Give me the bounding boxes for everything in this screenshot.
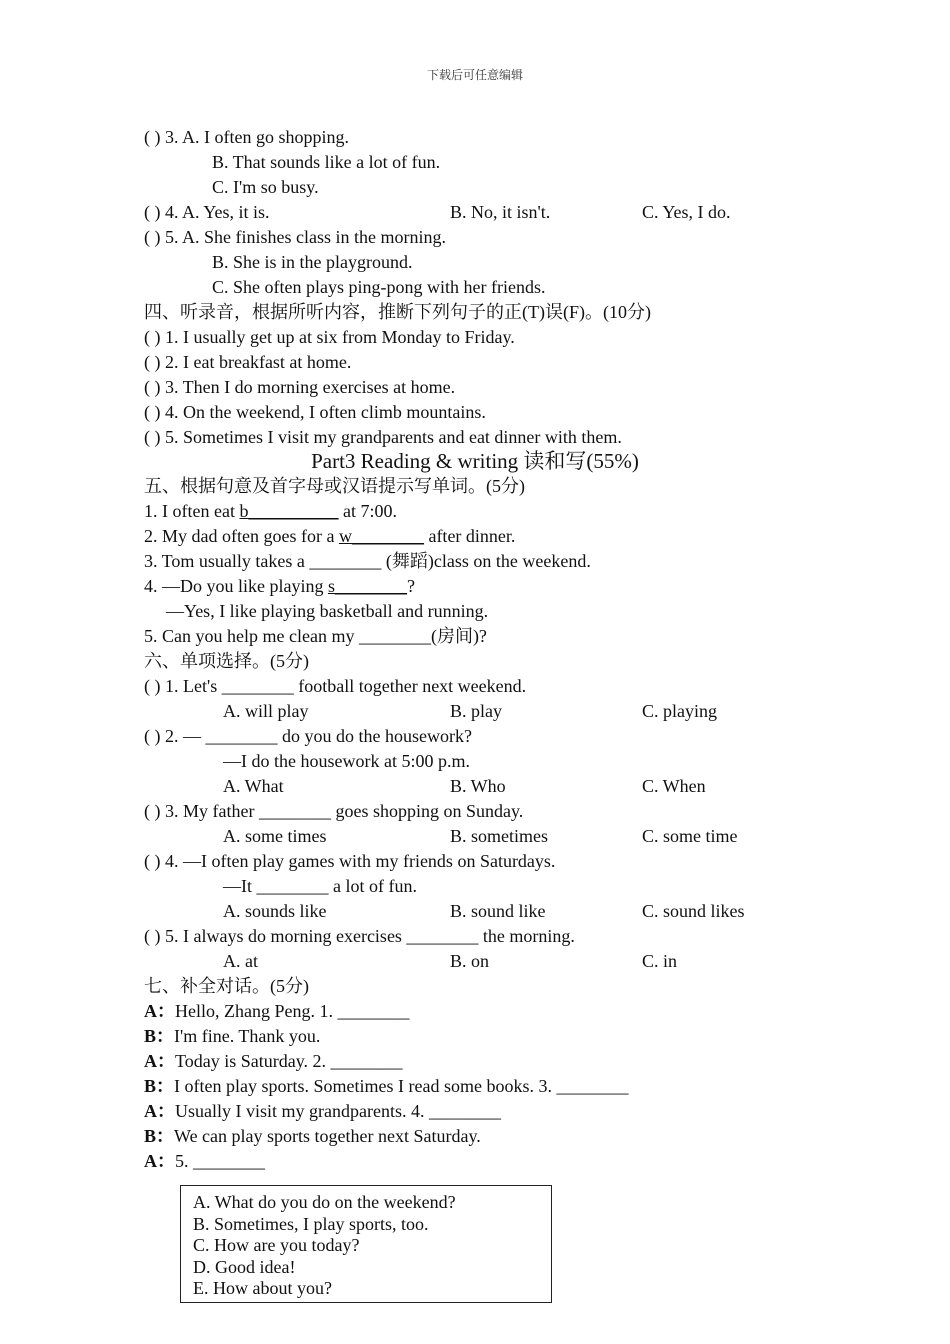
answer-paren[interactable]: ( ) [144, 676, 161, 696]
option-item: A. What do you do on the weekend? [193, 1192, 456, 1212]
option-item: B. Sometimes, I play sports, too. [193, 1213, 429, 1234]
option-c[interactable]: C. playing [642, 701, 717, 721]
q-text: 4. —I often play games with my friends on Saturdays. [165, 851, 556, 871]
item-text: 3. Then I do morning exercises at home. [165, 377, 456, 397]
blank-field[interactable]: w________ [338, 526, 424, 546]
item-text: 4. On the weekend, I often climb mountains. [165, 402, 486, 422]
option-a[interactable]: A. What [223, 776, 284, 796]
speaker-label: A： [144, 1001, 175, 1021]
dialogue-line [144, 1050, 403, 1072]
section6-heading: 六、单项选择。(5分) [144, 651, 309, 671]
section4-heading: 四、听录音，根据所听内容，推断下列句子的正(T)误(F)。(10分) [144, 302, 651, 322]
answer-paren[interactable]: ( ) [144, 327, 161, 347]
tf-item [144, 376, 455, 398]
q-text: 2. — ________ do you do the housework? [165, 726, 472, 746]
option-a[interactable]: A. at [223, 951, 258, 971]
listening-q5 [144, 226, 446, 248]
option-b[interactable]: B. on [450, 951, 490, 971]
options-box [180, 1185, 552, 1303]
option-a[interactable]: A. will play [223, 701, 309, 721]
dialogue-text: We can play sports together next Saturday. [174, 1126, 481, 1146]
option-b: B. No, it isn't. [450, 202, 551, 222]
page-header: 下载后可任意编辑 [426, 68, 523, 82]
dialogue-text[interactable]: Today is Saturday. 2. ________ [175, 1051, 403, 1071]
blank-field[interactable]: b__________ [239, 501, 339, 521]
option-b[interactable]: B. sound like [450, 901, 546, 921]
answer-paren[interactable]: ( ) [144, 801, 161, 821]
option-a[interactable]: A. sounds like [223, 901, 327, 921]
option-c: C. She often plays ping-pong with her friends. [212, 277, 546, 297]
option-c[interactable]: C. sound likes [642, 901, 745, 921]
q-text: at 7:00. [338, 501, 397, 521]
fill-q1 [144, 500, 397, 522]
answer-paren[interactable]: ( ) [144, 352, 161, 372]
fill-q2 [144, 525, 515, 547]
mc-reply: —I do the housework at 5:00 p.m. [223, 751, 470, 771]
q-text: 3. My father ________ goes shopping on Sunday. [165, 801, 524, 821]
q-text: 4. —Do you like playing [144, 576, 328, 596]
fill-q4-answer: —Yes, I like playing basketball and running. [166, 601, 489, 621]
option-item: E. How about you? [193, 1278, 332, 1298]
mc-q3 [144, 800, 523, 822]
option-b: B. She is in the playground. [212, 252, 413, 272]
listening-q4 [144, 201, 270, 223]
mc-q5 [144, 925, 575, 947]
option-b[interactable]: B. Who [450, 776, 506, 796]
option-b: B. That sounds like a lot of fun. [212, 152, 441, 172]
mc-q1 [144, 675, 526, 697]
answer-paren[interactable]: ( ) [144, 726, 161, 746]
dialogue-line [144, 1075, 628, 1097]
option-c[interactable]: C. When [642, 776, 706, 796]
dialogue-text[interactable]: Usually I visit my grandparents. 4. ________ [175, 1101, 501, 1121]
q-text: 2. My dad often goes for a [144, 526, 339, 546]
option-item: C. How are you today? [193, 1235, 360, 1255]
option-c: C. I'm so busy. [212, 177, 319, 197]
mc-reply: —It ________ a lot of fun. [223, 876, 417, 896]
item-text: 1. I usually get up at six from Monday to Friday. [165, 327, 515, 347]
speaker-label: B： [144, 1026, 175, 1046]
tf-item [144, 351, 351, 373]
answer-paren[interactable]: ( ) [144, 427, 161, 447]
dialogue-line [144, 1150, 265, 1172]
q-text: after dinner. [423, 526, 516, 546]
option-item: D. Good idea! [193, 1256, 296, 1277]
part3-title: Part3 Reading & writing 读和写(55%) [311, 449, 639, 473]
tf-item [144, 401, 486, 423]
dialogue-line [144, 1025, 320, 1047]
listening-q3 [144, 126, 349, 148]
q-text: ? [407, 576, 415, 596]
item-text: 2. I eat breakfast at home. [165, 352, 352, 372]
dialogue-text[interactable]: I often play sports. Sometimes I read some books. 3. ________ [174, 1076, 629, 1096]
option-c: C. Yes, I do. [642, 202, 731, 222]
mc-q4 [144, 850, 555, 872]
fill-q3[interactable]: 3. Tom usually takes a ________ (舞蹈)class on the weekend. [144, 551, 591, 571]
dialogue-line [144, 1000, 409, 1022]
dialogue-text[interactable]: Hello, Zhang Peng. 1. ________ [175, 1001, 410, 1021]
answer-paren[interactable]: ( ) [144, 851, 161, 871]
mc-q2 [144, 725, 472, 747]
answer-paren[interactable]: ( ) [144, 202, 161, 222]
q-text: 1. Let's ________ football together next weekend. [165, 676, 527, 696]
blank-field[interactable]: s________ [327, 576, 407, 596]
fill-q4 [144, 575, 415, 597]
tf-item [144, 426, 622, 448]
item-text: 5. Sometimes I visit my grandparents and eat dinner with them. [165, 427, 622, 447]
speaker-label: B： [144, 1126, 175, 1146]
q-text: 5. I always do morning exercises ________ the morning. [165, 926, 575, 946]
speaker-label: A： [144, 1101, 175, 1121]
dialogue-text: I'm fine. Thank you. [174, 1026, 321, 1046]
question-text: 3. A. I often go shopping. [165, 127, 349, 147]
section5-heading: 五、根据句意及首字母或汉语提示写单词。(5分) [144, 476, 525, 496]
dialogue-line [144, 1100, 501, 1122]
speaker-label: B： [144, 1076, 175, 1096]
answer-paren[interactable]: ( ) [144, 926, 161, 946]
fill-q5[interactable]: 5. Can you help me clean my ________(房间)? [144, 626, 487, 646]
tf-item [144, 326, 515, 348]
section7-heading: 七、补全对话。(5分) [144, 976, 309, 996]
question-text: 4. A. Yes, it is. [165, 202, 270, 222]
dialogue-text[interactable]: 5. ________ [175, 1151, 265, 1171]
answer-paren[interactable]: ( ) [144, 402, 161, 422]
option-c[interactable]: C. some time [642, 826, 738, 846]
option-a[interactable]: A. some times [223, 826, 327, 846]
q-text: 1. I often eat [144, 501, 240, 521]
dialogue-line [144, 1125, 481, 1147]
option-b[interactable]: B. play [450, 701, 502, 721]
option-b[interactable]: B. sometimes [450, 826, 548, 846]
option-c[interactable]: C. in [642, 951, 678, 971]
speaker-label: A： [144, 1051, 175, 1071]
speaker-label: A： [144, 1151, 175, 1171]
question-text: 5. A. She finishes class in the morning. [165, 227, 446, 247]
answer-paren[interactable]: ( ) [144, 227, 161, 247]
answer-paren[interactable]: ( ) [144, 377, 161, 397]
answer-paren[interactable]: ( ) [144, 127, 161, 147]
